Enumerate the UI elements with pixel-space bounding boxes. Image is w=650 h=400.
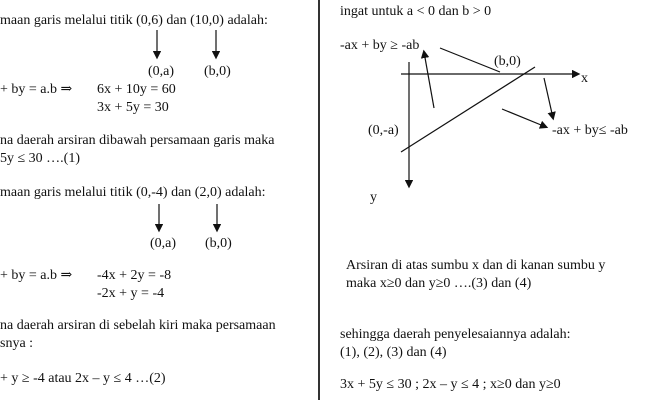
final-system: 3x + 5y ≤ 30 ; 2x – y ≤ 4 ; x≥0 dan y≥0 xyxy=(340,377,561,392)
equation-1-rhs-2: 3x + 5y = 30 xyxy=(97,100,169,115)
boundary-line xyxy=(401,67,535,152)
pointer-b xyxy=(440,48,500,72)
intro-line-2: maan garis melalui titik (0,-4) dan (2,0) adalah: xyxy=(0,185,266,200)
label-bottom-inequality: -ax + by≤ -ab xyxy=(552,123,628,138)
arrow-down-right xyxy=(544,78,553,118)
arrow-bottom-label xyxy=(502,109,546,127)
inequality-1: 5y ≤ 30 ….(1) xyxy=(0,151,81,166)
label-0-neg-a: (0,-a) xyxy=(368,123,399,138)
point-b-1: (b,0) xyxy=(204,64,231,79)
solution-intro: sehingga daerah penyelesaiannya adalah: xyxy=(340,327,571,342)
label-x-axis: x xyxy=(581,71,588,86)
shading-explain-2: maka x≥0 dan y≥0 ….(3) dan (4) xyxy=(346,276,532,291)
equation-1-lhs: + by = a.b ⇒ xyxy=(0,82,73,97)
note-line: ingat untuk a < 0 dan b > 0 xyxy=(340,4,492,19)
shading-text-2b: snya : xyxy=(0,336,34,351)
shading-explain-1: Arsiran di atas sumbu x dan di kanan sumbu y xyxy=(346,258,606,273)
point-a-2: (0,a) xyxy=(150,236,177,251)
shading-text-1: na daerah arsiran dibawah persamaan garis maka xyxy=(0,133,275,148)
inequality-2: + y ≥ -4 atau 2x – y ≤ 4 …(2) xyxy=(0,371,166,386)
equation-2-rhs-1: -4x + 2y = -8 xyxy=(97,268,172,283)
solution-list: (1), (2), (3) dan (4) xyxy=(340,345,447,360)
equation-1-rhs-1: 6x + 10y = 60 xyxy=(97,82,176,97)
label-b0: (b,0) xyxy=(494,54,521,69)
equation-2-rhs-2: -2x + y = -4 xyxy=(97,286,165,301)
shading-text-2: na daerah arsiran di sebelah kiri maka persamaan xyxy=(0,318,276,333)
equation-2-lhs: + by = a.b ⇒ xyxy=(0,268,73,283)
intro-line-1: maan garis melalui titik (0,6) dan (10,0) adalah: xyxy=(0,13,268,28)
arrow-top-label xyxy=(424,52,434,108)
point-a-1: (0,a) xyxy=(148,64,175,79)
label-y-axis: y xyxy=(370,190,377,205)
label-top-inequality: -ax + by ≥ -ab xyxy=(340,38,420,53)
point-b-2: (b,0) xyxy=(205,236,232,251)
